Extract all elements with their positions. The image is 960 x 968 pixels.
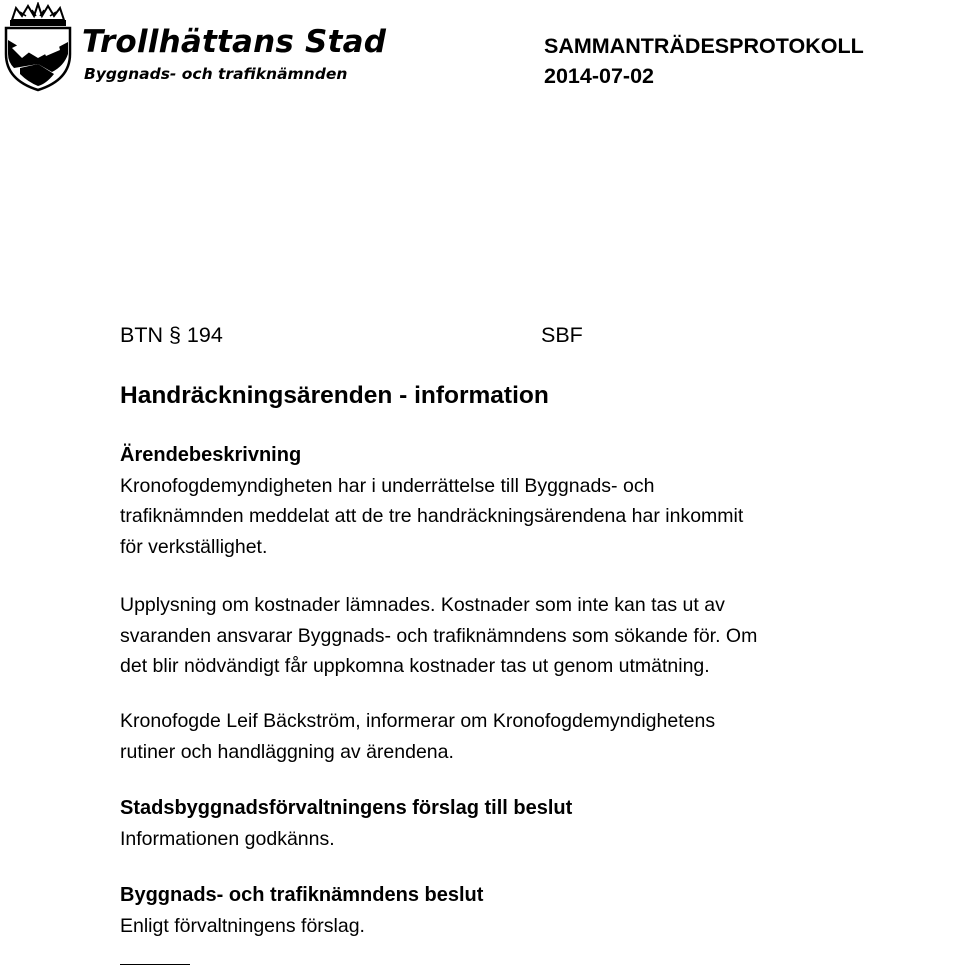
presentation-line: Kronofogde Leif Bäckström, informerar om Kronofogdemyndighetens <box>120 710 716 732</box>
decision-heading: Byggnads- och trafiknämndens beslut <box>120 884 484 906</box>
presentation-line: rutiner och handläggning av ärendena. <box>120 740 454 763</box>
section-department: SBF <box>541 323 583 347</box>
proposal-block <box>120 793 940 854</box>
description-line: trafiknämnden meddelat att de tre handräckningsärendena har inkommit <box>120 505 744 527</box>
presentation-block <box>120 706 940 767</box>
meeting-date: 2014-07-02 <box>544 64 654 88</box>
decision-text: Enligt förvaltningens förslag. <box>120 914 365 937</box>
section-number: BTN § 194 <box>120 323 223 347</box>
document-type: SAMMANTRÄDESPROTOKOLL <box>544 34 864 58</box>
description-line: Kronofogdemyndigheten har i underrättelse till Byggnads- och <box>120 474 655 497</box>
costs-line: Upplysning om kostnader lämnades. Kostnader som inte kan tas ut av <box>120 594 725 616</box>
proposal-heading: Stadsbyggnadsförvaltningens förslag till beslut <box>120 797 573 819</box>
page-title: Handräckningsärenden - information <box>120 382 549 409</box>
organization-name: Trollhättans Stad <box>82 24 387 60</box>
end-rule <box>120 964 190 965</box>
decision-block <box>120 880 940 941</box>
costs-line: svaranden ansvarar Byggnads- och trafiknämndens som sökande för. Om <box>120 624 758 647</box>
description-line: för verkställighet. <box>120 535 268 558</box>
coat-of-arms-icon <box>2 2 74 92</box>
description-heading: Ärendebeskrivning <box>120 444 302 466</box>
costs-block <box>120 590 940 682</box>
proposal-text: Informationen godkänns. <box>120 827 335 850</box>
description-block <box>120 440 940 562</box>
committee-name: Byggnads- och trafiknämnden <box>84 65 348 83</box>
costs-line: det blir nödvändigt får uppkomna kostnader tas ut genom utmätning. <box>120 655 710 677</box>
